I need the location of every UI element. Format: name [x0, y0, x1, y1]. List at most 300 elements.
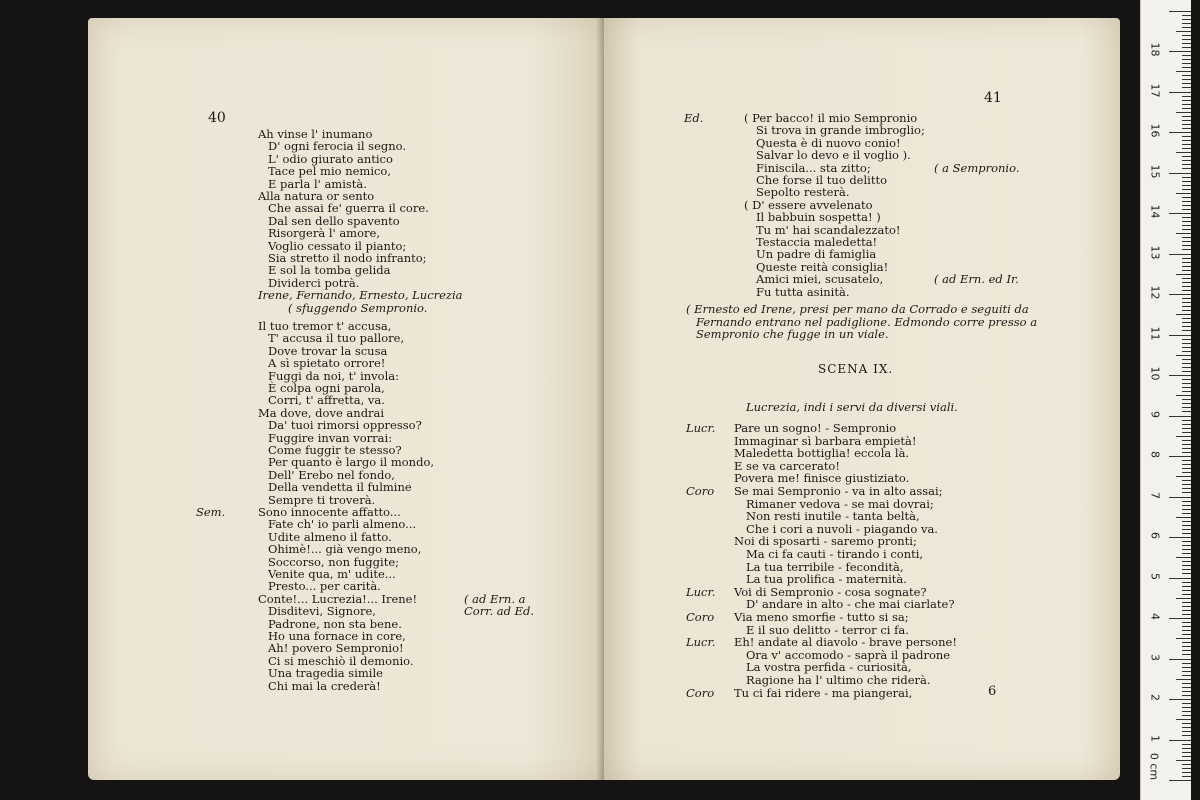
ruler-tick: [1182, 87, 1191, 88]
measuring-ruler: [1140, 0, 1191, 800]
ruler-tick: [1182, 642, 1191, 643]
ruler-number: 2: [1148, 694, 1162, 701]
ruler-tick: [1182, 302, 1191, 303]
verse-line: Fuggi da noi, t' invola:: [268, 368, 399, 383]
ruler-tick: [1182, 116, 1191, 117]
ruler-tick: [1182, 573, 1191, 574]
verse-line: D' ogni ferocia il segno.: [268, 139, 407, 154]
ruler-tick: [1182, 586, 1191, 587]
verse-line: Pare un sogno! - Sempronio: [734, 421, 897, 435]
verse-line: ( D' essere avvelenato: [744, 197, 873, 212]
ruler-tick: [1169, 416, 1191, 417]
ruler-tick: [1182, 626, 1191, 627]
ruler-number: 13: [1148, 245, 1162, 259]
ruler-tick: [1182, 181, 1191, 182]
ruler-tick: [1182, 330, 1191, 331]
stage-note: Corr. ad Ed.: [464, 604, 535, 619]
verse-line: Ma ci fa cauti - tirando i conti,: [746, 547, 924, 561]
ruler-tick: [1176, 679, 1191, 680]
ruler-number: 6: [1148, 532, 1162, 539]
ruler-tick: [1182, 505, 1191, 506]
ruler-number: 4: [1148, 613, 1162, 620]
ruler-tick: [1182, 744, 1191, 745]
ruler-tick: [1169, 11, 1191, 12]
verse-line: Sepolto resterà.: [756, 185, 850, 200]
ruler-number: 11: [1148, 326, 1162, 340]
speaker-name: Lucr.: [686, 584, 716, 599]
ruler-tick: [1182, 128, 1191, 129]
ruler-tick: [1182, 136, 1191, 137]
verse-line: Che assai fe' guerra il core.: [268, 201, 429, 216]
ruler-tick: [1182, 448, 1191, 449]
ruler-tick: [1182, 258, 1191, 259]
ruler-tick: [1182, 411, 1191, 412]
ruler-tick: [1182, 509, 1191, 510]
verse-line: Immaginar sì barbara empietà!: [734, 433, 917, 448]
left-page-number: 40: [208, 110, 226, 126]
ruler-tick: [1182, 622, 1191, 623]
ruler-tick: [1182, 27, 1191, 28]
verse-line: È colpa ogni parola,: [268, 381, 385, 395]
ruler-tick: [1182, 468, 1191, 469]
verse-line: Ohimè!... già vengo meno,: [268, 542, 422, 557]
verse-line: Tu m' hai scandalezzato!: [756, 222, 901, 237]
stage-direction-line: Sempronio che fugge in un viale.: [696, 327, 889, 342]
verse-line: Che i cori a nuvoli - piagando va.: [746, 521, 938, 536]
ruler-tick: [1182, 168, 1191, 169]
ruler-tick: [1169, 699, 1191, 700]
verse-line: E il suo delitto - terror ci fa.: [746, 622, 909, 637]
verse-line: Irene, Fernando, Ernesto, Lucrezia: [258, 288, 463, 303]
verse-line: Testaccia maledetta!: [756, 235, 878, 249]
ruler-tick: [1182, 772, 1191, 773]
verse-line: Finiscila... sta zitto;: [756, 160, 871, 175]
ruler-tick: [1182, 683, 1191, 684]
ruler-tick: [1182, 675, 1191, 676]
ruler-tick: [1182, 322, 1191, 323]
ruler-tick: [1182, 703, 1191, 704]
ruler-tick: [1182, 306, 1191, 307]
speaker-name: Coro: [686, 610, 715, 624]
ruler-tick: [1182, 185, 1191, 186]
ruler-tick: [1182, 545, 1191, 546]
verse-line: Presto... per carità.: [268, 579, 381, 594]
ruler-tick: [1182, 59, 1191, 60]
ruler-tick: [1169, 213, 1191, 214]
verse-line: Si trova in grande imbroglio;: [756, 123, 925, 138]
ruler-tick: [1182, 549, 1191, 550]
ruler-tick: [1182, 715, 1191, 716]
ruler-tick: [1182, 707, 1191, 708]
verse-line: Rimaner vedova - se mai dovrai;: [746, 496, 934, 511]
ruler-tick: [1182, 177, 1191, 178]
ruler-tick: [1182, 326, 1191, 327]
ruler-tick: [1182, 569, 1191, 570]
verse-line: Venite qua, m' udite...: [268, 567, 396, 581]
ruler-tick: [1169, 294, 1191, 295]
scene-title: SCENA IX.: [818, 362, 894, 376]
ruler-tick: [1182, 290, 1191, 291]
ruler-tick: [1169, 537, 1191, 538]
verse-line: Se mai Sempronio - va in alto assai;: [734, 484, 943, 498]
ruler-tick: [1182, 407, 1191, 408]
ruler-tick: [1169, 173, 1191, 174]
ruler-tick: [1182, 249, 1191, 250]
ruler-tick: [1182, 735, 1191, 736]
ruler-tick: [1182, 691, 1191, 692]
verse-line: Corri, t' affretta, va.: [268, 393, 385, 408]
verse-line: Per quanto è largo il mondo,: [268, 455, 435, 470]
verse-line: Via meno smorfie - tutto si sa;: [734, 610, 909, 624]
ruler-tick: [1182, 108, 1191, 109]
ruler-tick: [1182, 501, 1191, 502]
ruler-tick: [1182, 565, 1191, 566]
ruler-tick: [1182, 492, 1191, 493]
verse-line: Udite almeno il fatto.: [268, 529, 392, 544]
ruler-tick: [1182, 432, 1191, 433]
verse-line: Risorgerà l' amore,: [268, 226, 380, 241]
ruler-tick: [1182, 144, 1191, 145]
stage-note: ( a Sempronio.: [934, 160, 1020, 175]
verse-line: A sì spietato orrore!: [268, 356, 386, 371]
verse-line: Ci si meschiò il demonio.: [268, 653, 414, 668]
ruler-tick: [1176, 314, 1191, 315]
verse-line: Fu tutta asinità.: [756, 284, 850, 299]
ruler-number: 17: [1148, 83, 1162, 97]
ruler-number: 16: [1148, 123, 1162, 138]
ruler-tick: [1182, 310, 1191, 311]
ruler-tick: [1182, 687, 1191, 688]
ruler-tick: [1182, 723, 1191, 724]
ruler-tick: [1169, 618, 1191, 619]
ruler-number: 12: [1148, 285, 1162, 300]
ruler-tick: [1182, 47, 1191, 48]
ruler-tick: [1182, 521, 1191, 522]
verse-line: Una tragedia simile: [268, 666, 383, 681]
ruler-tick: [1182, 444, 1191, 445]
ruler-tick: [1176, 193, 1191, 194]
verse-line: Voi di Sempronio - cosa sognate?: [734, 584, 927, 599]
ruler-tick: [1182, 367, 1191, 368]
verse-line: Alla natura or sento: [258, 189, 375, 203]
verse-line: Che forse il tuo delitto: [756, 173, 888, 187]
ruler-tick: [1182, 278, 1191, 279]
ruler-tick: [1169, 659, 1191, 660]
ruler-tick: [1182, 513, 1191, 514]
speaker-name: Coro: [686, 484, 715, 498]
stage-direction-line: ( Ernesto ed Irene, presi per mano da Corrado e seguiti da: [686, 302, 1029, 316]
ruler-tick: [1176, 152, 1191, 153]
ruler-tick: [1169, 132, 1191, 133]
ruler-tick: [1182, 663, 1191, 664]
ruler-tick: [1176, 598, 1191, 599]
speaker-name: Lucr.: [686, 635, 716, 650]
ruler-tick: [1182, 35, 1191, 36]
ruler-tick: [1182, 533, 1191, 534]
ruler-tick: [1182, 39, 1191, 40]
speaker-name: Coro: [686, 685, 715, 700]
ruler-tick: [1182, 440, 1191, 441]
ruler-tick: [1182, 164, 1191, 165]
ruler-tick: [1176, 274, 1191, 275]
ruler-tick: [1182, 205, 1191, 206]
ruler-number: 14: [1148, 204, 1162, 219]
ruler-number: 9: [1148, 410, 1162, 418]
verse-line: Ma dove, dove andrai: [258, 405, 385, 420]
ruler-tick: [1182, 55, 1191, 56]
ruler-tick: [1182, 529, 1191, 530]
verse-line: Amici miei, scusatelo,: [756, 272, 884, 287]
ruler-number: 15: [1148, 164, 1162, 178]
verse-line: La tua terribile - fecondità,: [746, 559, 904, 574]
ruler-tick: [1182, 602, 1191, 603]
ruler-tick: [1182, 197, 1191, 198]
ruler-tick: [1182, 756, 1191, 757]
ruler-tick: [1182, 100, 1191, 101]
ruler-tick: [1182, 650, 1191, 651]
speaker-name: Sem.: [196, 505, 226, 519]
verse-line: Salvar lo devo e il voglio ).: [756, 148, 911, 163]
ruler-tick: [1182, 347, 1191, 348]
ruler-number: 3: [1148, 653, 1162, 661]
verse-line: E se va carcerato!: [734, 458, 840, 473]
ruler-tick: [1182, 237, 1191, 238]
scene-subtitle: Lucrezia, indi i servi da diversi viali.: [746, 400, 958, 414]
stage-direction-line: Fernando entrano nel padiglione. Edmondo corre presso a: [696, 314, 1038, 329]
ruler-tick: [1182, 225, 1191, 226]
verse-line: ( Per bacco! il mio Sempronio: [744, 111, 918, 125]
verse-line: Da' tuoi rimorsi oppresso?: [268, 418, 422, 433]
ruler-tick: [1182, 43, 1191, 44]
ruler-tick: [1182, 156, 1191, 157]
ruler-tick: [1176, 517, 1191, 518]
stage-note: ( ad Ern. ed Ir.: [934, 272, 1019, 287]
ruler-tick: [1182, 371, 1191, 372]
ruler-tick: [1176, 760, 1191, 761]
ruler-tick: [1182, 614, 1191, 615]
ruler-tick: [1182, 339, 1191, 340]
ruler-tick: [1169, 578, 1191, 579]
ruler-number: 18: [1148, 42, 1162, 57]
ruler-tick: [1182, 525, 1191, 526]
ruler-tick: [1182, 634, 1191, 635]
ruler-tick: [1182, 229, 1191, 230]
ruler-tick: [1182, 245, 1191, 246]
ruler-tick: [1182, 590, 1191, 591]
ruler-tick: [1176, 476, 1191, 477]
ruler-tick: [1182, 15, 1191, 16]
verse-line: Questa è di nuovo conio!: [756, 135, 901, 150]
ruler-tick: [1182, 748, 1191, 749]
ruler-tick: [1182, 420, 1191, 421]
ruler-tick: [1182, 318, 1191, 319]
verse-line: Disditevi, Signore,: [268, 604, 376, 619]
ruler-unit-label: 0 cm: [1147, 752, 1161, 781]
ruler-tick: [1182, 209, 1191, 210]
ruler-number: 7: [1148, 491, 1162, 499]
verse-line: Come fuggir te stesso?: [268, 443, 402, 457]
ruler-tick: [1169, 51, 1191, 52]
ruler-tick: [1176, 355, 1191, 356]
ruler-tick: [1176, 112, 1191, 113]
ruler-tick: [1182, 387, 1191, 388]
verse-line: ( sfuggendo Sempronio.: [288, 300, 428, 315]
ruler-tick: [1176, 71, 1191, 72]
verse-line: Ah! povero Sempronio!: [268, 641, 404, 656]
verse-line: Ora v' accomodo - saprà il padrone: [746, 647, 951, 662]
ruler-tick: [1182, 630, 1191, 631]
ruler-tick: [1182, 460, 1191, 461]
ruler-tick: [1182, 282, 1191, 283]
verse-line: Sono innocente affatto...: [258, 505, 401, 519]
ruler-tick: [1182, 217, 1191, 218]
speaker-name: Ed.: [684, 111, 704, 125]
verse-line: Fuggire invan vorrai:: [268, 430, 393, 445]
ruler-tick: [1182, 221, 1191, 222]
ruler-tick: [1182, 270, 1191, 271]
verse-line: Conte!... Lucrezia!... Irene!: [258, 591, 418, 606]
verse-line: Non resti inutile - tanta beltà,: [746, 509, 920, 524]
verse-line: Un padre di famiglia: [756, 247, 877, 262]
ruler-tick: [1182, 484, 1191, 485]
ruler-tick: [1182, 727, 1191, 728]
verse-line: Dell' Erebo nel fondo,: [268, 467, 395, 482]
ruler-tick: [1169, 375, 1191, 376]
verse-line: Tu ci fai ridere - ma piangerai,: [734, 685, 913, 700]
ruler-tick: [1182, 464, 1191, 465]
ruler-tick: [1182, 711, 1191, 712]
ruler-tick: [1182, 667, 1191, 668]
ruler-tick: [1182, 594, 1191, 595]
verse-line: Povera me! finisce giustiziato.: [734, 471, 910, 486]
ruler-tick: [1182, 399, 1191, 400]
left-page: [88, 18, 608, 780]
ruler-tick: [1182, 452, 1191, 453]
ruler-tick: [1182, 19, 1191, 20]
ruler-tick: [1169, 456, 1191, 457]
ruler-tick: [1169, 92, 1191, 93]
ruler-tick: [1176, 557, 1191, 558]
speaker-name: Lucr.: [686, 421, 716, 435]
verse-line: Soccorso, non fuggite;: [268, 554, 399, 569]
ruler-tick: [1182, 428, 1191, 429]
verse-line: Fate ch' io parli almeno...: [268, 517, 417, 532]
ruler-tick: [1182, 148, 1191, 149]
verse-line: Sia stretto il nodo infranto;: [268, 251, 427, 265]
ruler-tick: [1182, 124, 1191, 125]
ruler-tick: [1182, 120, 1191, 121]
stage-note: ( ad Ern. a: [464, 591, 526, 606]
ruler-tick: [1182, 695, 1191, 696]
ruler-tick: [1176, 638, 1191, 639]
ruler-tick: [1182, 262, 1191, 263]
ruler-tick: [1182, 654, 1191, 655]
ruler-tick: [1182, 764, 1191, 765]
ruler-tick: [1182, 286, 1191, 287]
ruler-tick: [1182, 363, 1191, 364]
ruler-tick: [1182, 379, 1191, 380]
ruler-tick: [1182, 75, 1191, 76]
ruler-tick: [1182, 96, 1191, 97]
verse-line: D' andare in alto - che mai ciarlate?: [746, 597, 955, 612]
verse-line: Noi di sposarti - saremo pronti;: [734, 534, 917, 549]
ruler-tick: [1182, 189, 1191, 190]
ruler-tick: [1176, 31, 1191, 32]
ruler-tick: [1182, 201, 1191, 202]
ruler-tick: [1182, 67, 1191, 68]
ruler-tick: [1182, 671, 1191, 672]
ruler-tick: [1182, 83, 1191, 84]
ruler-tick: [1182, 63, 1191, 64]
ruler-tick: [1182, 383, 1191, 384]
ruler-tick: [1182, 472, 1191, 473]
ruler-tick: [1182, 646, 1191, 647]
ruler-tick: [1182, 160, 1191, 161]
ruler-tick: [1176, 233, 1191, 234]
verse-line: Ho una fornace in core,: [268, 629, 406, 643]
verse-line: Dal sen dello spavento: [268, 213, 400, 228]
ruler-tick: [1182, 403, 1191, 404]
verse-line: Chi mai la crederà!: [268, 678, 381, 693]
verse-line: Tace pel mio nemico,: [268, 164, 392, 179]
ruler-tick: [1182, 541, 1191, 542]
verse-line: Sempre ti troverà.: [268, 492, 376, 507]
verse-line: E sol la tomba gelida: [268, 263, 391, 278]
verse-line: Queste reità consiglia!: [756, 259, 889, 274]
ruler-tick: [1176, 436, 1191, 437]
verse-line: Della vendetta il fulmine: [268, 480, 412, 495]
ruler-number: 10: [1148, 366, 1162, 381]
verse-line: Il babbuin sospetta! ): [756, 210, 881, 225]
ruler-tick: [1182, 424, 1191, 425]
verse-line: T' accusa il tuo pallore,: [268, 331, 405, 346]
ruler-number: 8: [1148, 451, 1162, 458]
verse-line: Ragione ha l' ultimo che riderà.: [746, 673, 931, 687]
ruler-tick: [1169, 497, 1191, 498]
ruler-number: 1: [1148, 734, 1162, 742]
ruler-tick: [1182, 351, 1191, 352]
ruler-tick: [1182, 582, 1191, 583]
verse-line: Voglio cessato il pianto;: [268, 238, 407, 253]
ruler-tick: [1176, 395, 1191, 396]
ruler-tick: [1182, 391, 1191, 392]
ruler-tick: [1169, 740, 1191, 741]
verse-line: E parla l' amistà.: [268, 176, 367, 191]
ruler-tick: [1182, 610, 1191, 611]
verse-line: Il tuo tremor t' accusa,: [258, 319, 392, 333]
right-page: [604, 18, 1120, 780]
verse-line: La vostra perfida - curiosità,: [746, 660, 912, 675]
right-page-number: 41: [984, 90, 1002, 106]
ruler-tick: [1169, 254, 1191, 255]
ruler-tick: [1182, 241, 1191, 242]
verse-line: Padrone, non sta bene.: [268, 616, 402, 631]
ruler-tick: [1182, 606, 1191, 607]
ruler-tick: [1182, 298, 1191, 299]
ruler-tick: [1182, 104, 1191, 105]
ruler-tick: [1169, 780, 1191, 781]
verse-line: L' odio giurato antico: [268, 151, 393, 166]
ruler-tick: [1182, 731, 1191, 732]
verse-line: Eh! andate al diavolo - brave persone!: [734, 635, 957, 650]
verse-line: Ah vinse l' inumano: [258, 127, 373, 141]
ruler-tick: [1169, 335, 1191, 336]
ruler-tick: [1182, 23, 1191, 24]
verse-line: La tua prolifica - maternità.: [746, 572, 907, 587]
ruler-tick: [1176, 719, 1191, 720]
ruler-tick: [1182, 768, 1191, 769]
ruler-tick: [1182, 140, 1191, 141]
